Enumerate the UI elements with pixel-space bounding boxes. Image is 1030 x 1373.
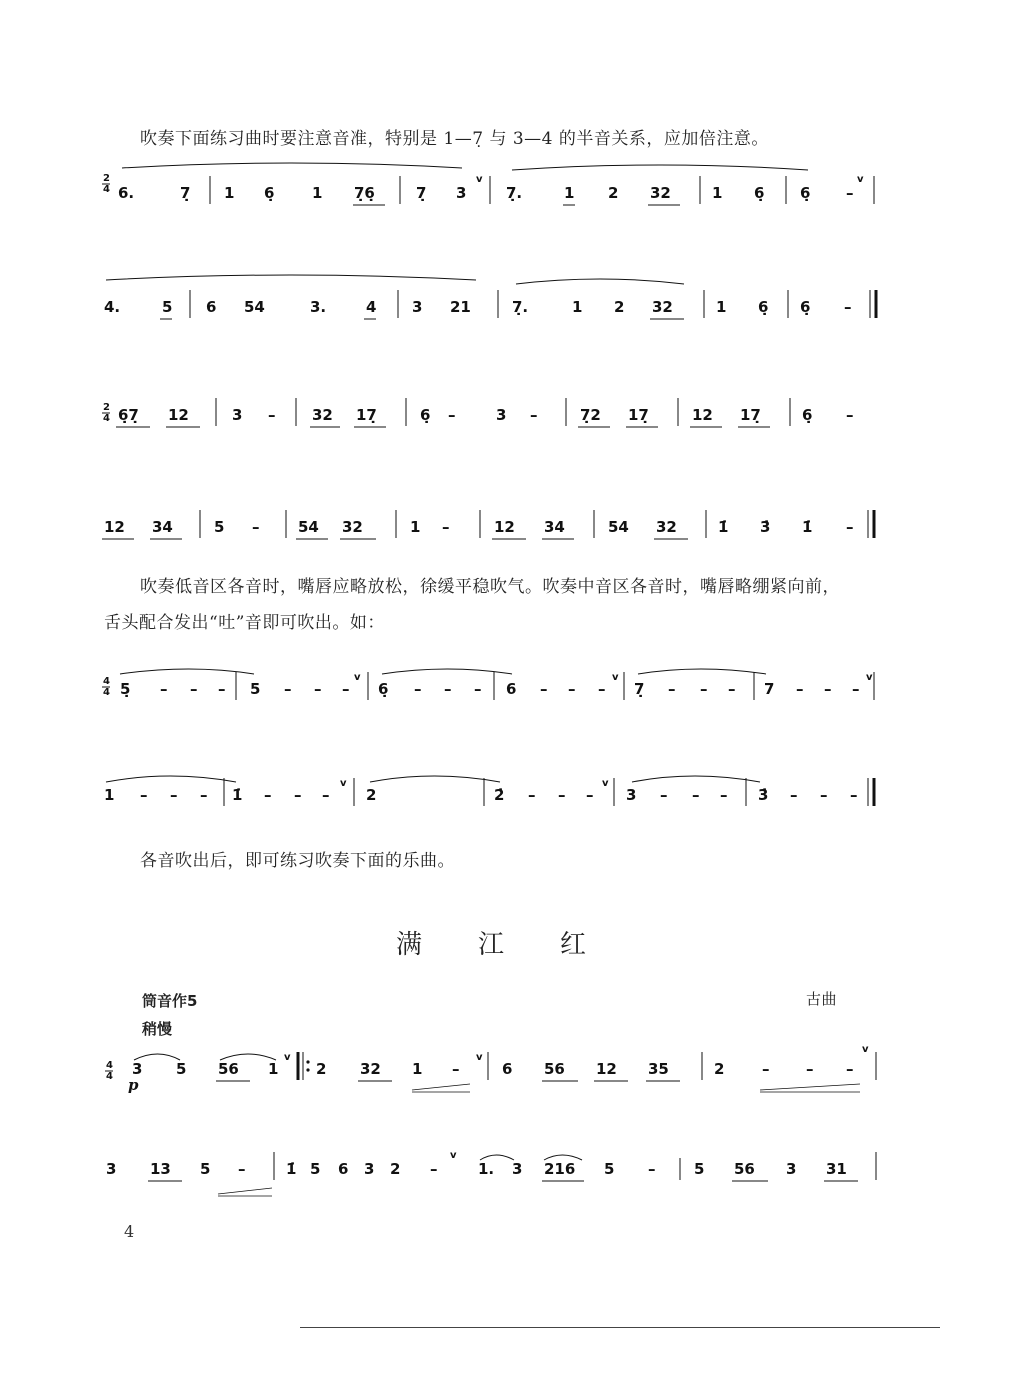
note: 3 — [626, 786, 637, 804]
note: 2 — [316, 1060, 327, 1078]
note: 6̣ — [264, 184, 275, 202]
svg-text:v: v — [450, 1150, 457, 1161]
note: 34 — [152, 518, 173, 536]
svg-text:–: – — [660, 786, 668, 804]
song-title: 满江红 — [396, 930, 643, 960]
note: 3 — [364, 1160, 375, 1178]
note: 4. — [104, 298, 121, 316]
note: 32 — [650, 184, 671, 202]
svg-text:–: – — [586, 786, 594, 804]
note: 32 — [652, 298, 673, 316]
note: 3 — [132, 1060, 143, 1078]
svg-text:v: v — [340, 778, 347, 789]
note: 1 — [564, 184, 575, 202]
note: 35 — [648, 1060, 669, 1078]
svg-text:–: – — [200, 786, 208, 804]
note: 5 — [200, 1160, 211, 1178]
note: – — [762, 1060, 770, 1078]
note: 31 — [826, 1160, 847, 1178]
svg-text:–: – — [414, 680, 422, 698]
note: 3 — [512, 1160, 523, 1178]
note: 34 — [544, 518, 565, 536]
note: – — [448, 406, 456, 424]
note: 1 — [224, 184, 235, 202]
svg-text:4: 4 — [103, 676, 110, 687]
score-line-1 — [0, 160, 1030, 220]
svg-text:–: – — [444, 680, 452, 698]
note: 6̣ — [754, 184, 765, 202]
note: 5 — [176, 1060, 187, 1078]
note: 12 — [692, 406, 713, 424]
score-line-2 — [0, 270, 1030, 330]
svg-text:–: – — [314, 680, 322, 698]
svg-text:v: v — [857, 174, 864, 185]
note: 6̣ — [378, 680, 389, 698]
composer: 古曲 — [806, 990, 838, 1008]
note: 5 — [162, 298, 173, 316]
svg-text:–: – — [720, 786, 728, 804]
svg-text:v: v — [476, 174, 483, 185]
svg-text:–: – — [796, 680, 804, 698]
note: 6̣ — [800, 298, 811, 316]
note: 3 — [786, 1160, 797, 1178]
note: – — [252, 518, 260, 536]
svg-text:–: – — [190, 680, 198, 698]
note: 21 — [450, 298, 471, 316]
note: 5 — [310, 1160, 321, 1178]
svg-text:v: v — [612, 672, 619, 683]
note: 1 — [716, 298, 727, 316]
svg-text:–: – — [540, 680, 548, 698]
svg-text:v: v — [602, 778, 609, 789]
svg-text:–: – — [598, 680, 606, 698]
note: 6. — [118, 184, 135, 202]
note: 17̣ — [740, 406, 761, 424]
note: 3 — [106, 1160, 117, 1178]
note: 1. — [478, 1160, 495, 1178]
score-line-5 — [0, 662, 1030, 722]
instruction-paragraph-1: 吹奏下面练习曲时要注意音准，特别是 1—7̣ 与 3—4 的半音关系，应加倍注意。 — [140, 129, 769, 149]
svg-text:4: 4 — [106, 1060, 113, 1071]
instruction-paragraph-3: 各音吹出后，即可练习吹奏下面的乐曲。 — [140, 851, 455, 871]
note: 32 — [656, 518, 677, 536]
note: 54 — [244, 298, 265, 316]
note: 1̇ — [232, 786, 243, 804]
note: 56 — [734, 1160, 755, 1178]
note: 7̣. — [506, 184, 523, 202]
song-line-1 — [0, 1044, 1030, 1108]
note: 1 — [572, 298, 583, 316]
note: 1 — [412, 1060, 423, 1078]
svg-text:–: – — [820, 786, 828, 804]
note: 6 — [502, 1060, 513, 1078]
note: 4 — [366, 298, 377, 316]
note: 17̣ — [628, 406, 649, 424]
svg-text:–: – — [294, 786, 302, 804]
note: 2 — [608, 184, 619, 202]
svg-text:–: – — [218, 680, 226, 698]
score-line-3 — [0, 384, 1030, 444]
note: 6̣ — [802, 406, 813, 424]
note: 7̣ — [180, 184, 191, 202]
note: 56 — [544, 1060, 565, 1078]
score-line-4 — [0, 496, 1030, 556]
note: 17̣ — [356, 406, 377, 424]
note: 1̇ — [718, 518, 729, 536]
note: 7̣6̣ — [354, 184, 375, 202]
note: 2 — [714, 1060, 725, 1078]
note: – — [442, 518, 450, 536]
note: 12 — [168, 406, 189, 424]
svg-text:v: v — [862, 1044, 869, 1055]
svg-text:v: v — [866, 672, 873, 683]
note: 3 — [496, 406, 507, 424]
note: – — [268, 406, 276, 424]
note: 6 — [338, 1160, 349, 1178]
svg-text:–: – — [284, 680, 292, 698]
score-line-6 — [0, 768, 1030, 828]
note: – — [430, 1160, 438, 1178]
note: 56 — [218, 1060, 239, 1078]
note: 6 — [206, 298, 217, 316]
note: 7̣. — [512, 298, 529, 316]
note: 7 — [764, 680, 775, 698]
svg-text:–: – — [852, 680, 860, 698]
note: 32 — [312, 406, 333, 424]
note: – — [846, 184, 854, 202]
footer-rule — [300, 1327, 940, 1328]
note: 3̇ — [758, 786, 769, 804]
instruction-paragraph-2b: 舌头配合发出“吐”音即可吹出。如： — [104, 613, 385, 633]
note: – — [844, 298, 852, 316]
svg-text:–: – — [140, 786, 148, 804]
tempo-marking: 稍慢 — [142, 1020, 173, 1038]
svg-text:–: – — [850, 786, 858, 804]
note: 5 — [604, 1160, 615, 1178]
time-sig-top: 2 — [103, 173, 110, 184]
svg-text:–: – — [160, 680, 168, 698]
note: – — [452, 1060, 460, 1078]
time-sig-bottom: 4 — [103, 184, 110, 195]
note: 1̇ — [802, 518, 813, 536]
note: 2 — [366, 786, 377, 804]
svg-text:2: 2 — [103, 402, 110, 413]
note: 6̣ — [800, 184, 811, 202]
svg-text:4: 4 — [106, 1071, 113, 1082]
note: – — [648, 1160, 656, 1178]
note: 3̇ — [760, 518, 771, 536]
key-note: 筒音作5 — [142, 992, 198, 1010]
note: 3 — [412, 298, 423, 316]
dynamic-p: p — [128, 1076, 139, 1094]
note: 2 — [614, 298, 625, 316]
note: 1 — [410, 518, 421, 536]
svg-text:–: – — [322, 786, 330, 804]
note: 6̣ — [420, 406, 431, 424]
song-line-2 — [0, 1144, 1030, 1204]
note: 32 — [360, 1060, 381, 1078]
note: 12 — [104, 518, 125, 536]
note: – — [846, 518, 854, 536]
note: 1 — [712, 184, 723, 202]
note: 2 — [390, 1160, 401, 1178]
note: 1 — [104, 786, 115, 804]
note: 3 — [232, 406, 243, 424]
svg-text:–: – — [342, 680, 350, 698]
instruction-paragraph-2: 吹奏低音区各音时，嘴唇应略放松，徐缓平稳吹气。吹奏中音区各音时，嘴唇略绷紧向前， — [140, 577, 840, 597]
svg-text:–: – — [528, 786, 536, 804]
svg-text:–: – — [568, 680, 576, 698]
note: 32 — [342, 518, 363, 536]
svg-text:–: – — [264, 786, 272, 804]
svg-text:–: – — [474, 680, 482, 698]
note: 13 — [150, 1160, 171, 1178]
note: 6 — [506, 680, 517, 698]
svg-text:–: – — [700, 680, 708, 698]
svg-text:–: – — [558, 786, 566, 804]
note: – — [846, 1060, 854, 1078]
svg-text:v: v — [284, 1052, 291, 1063]
note: 7̣2 — [580, 406, 601, 424]
note: – — [530, 406, 538, 424]
note: – — [238, 1160, 246, 1178]
note: 6̣7̣ — [118, 406, 139, 424]
svg-text:4: 4 — [103, 413, 110, 424]
note: 3. — [310, 298, 327, 316]
svg-text:–: – — [728, 680, 736, 698]
svg-text:–: – — [668, 680, 676, 698]
note: 5 — [214, 518, 225, 536]
note: 54 — [298, 518, 319, 536]
svg-text:v: v — [354, 672, 361, 683]
note: 5 — [250, 680, 261, 698]
note: 7̣ — [634, 680, 645, 698]
note: 3 — [456, 184, 467, 202]
note: 12 — [494, 518, 515, 536]
note: 12 — [596, 1060, 617, 1078]
svg-text:–: – — [824, 680, 832, 698]
page-number: 4 — [124, 1222, 135, 1241]
note: 216 — [544, 1160, 576, 1178]
svg-text:–: – — [170, 786, 178, 804]
note: 5̣ — [120, 680, 131, 698]
note: 1 — [268, 1060, 279, 1078]
note: 54 — [608, 518, 629, 536]
note: – — [806, 1060, 814, 1078]
svg-text:v: v — [476, 1052, 483, 1063]
note: 1̇ — [286, 1160, 297, 1178]
note: 7̣ — [416, 184, 427, 202]
svg-text:4: 4 — [103, 687, 110, 698]
note: – — [846, 406, 854, 424]
svg-text:–: – — [692, 786, 700, 804]
note: 1 — [312, 184, 323, 202]
note: 5 — [694, 1160, 705, 1178]
note: 2̇ — [494, 786, 505, 804]
svg-text:–: – — [790, 786, 798, 804]
note: 6̣ — [758, 298, 769, 316]
